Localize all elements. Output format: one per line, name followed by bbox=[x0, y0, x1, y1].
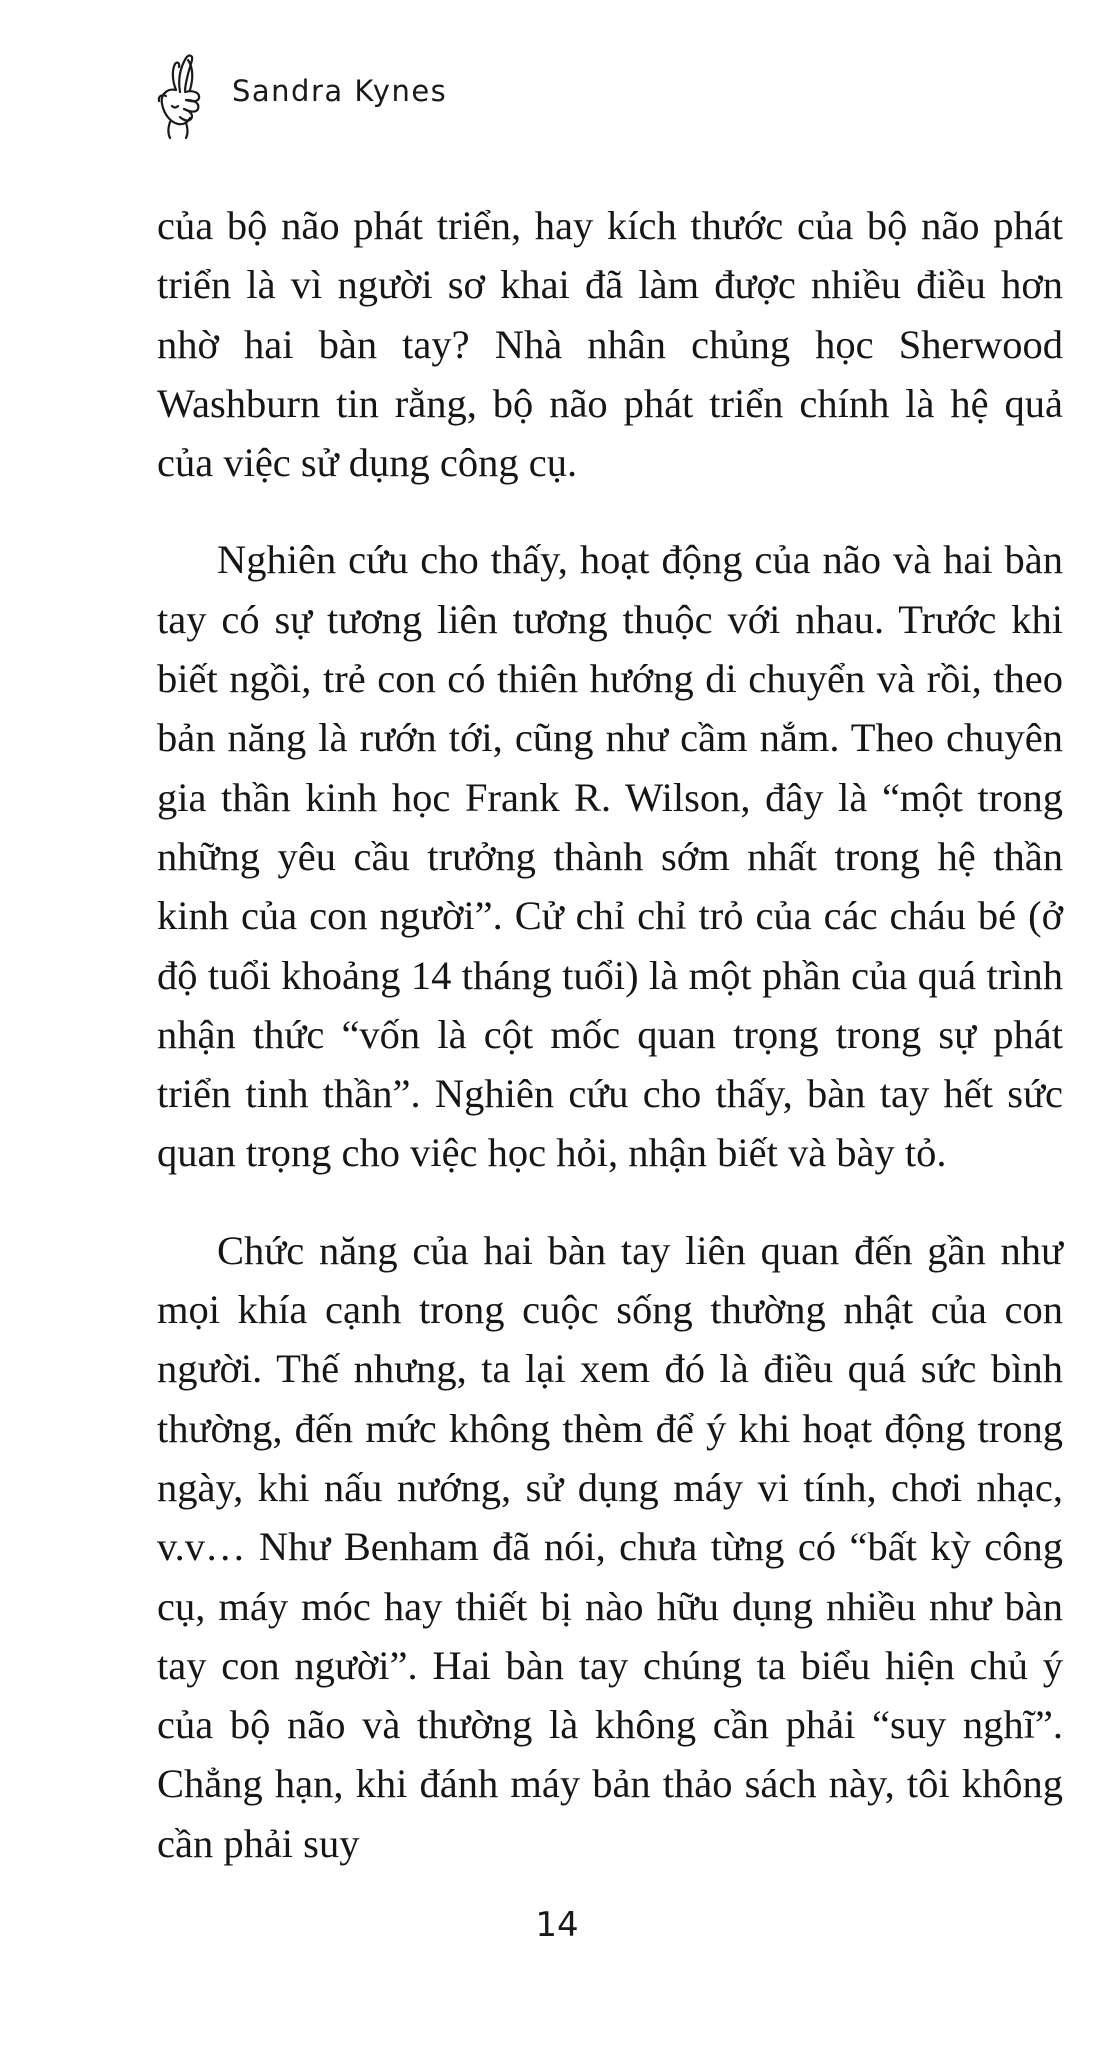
body-text bbox=[157, 196, 1063, 1873]
page-header bbox=[150, 44, 447, 144]
author-name: Sandra Kynes bbox=[232, 74, 448, 108]
paragraph: Chức năng của hai bàn tay liên quan đến gần như mọi khía cạnh trong cuộc sống thường nhật của con người. Thế nhưng, ta lại xem đó là điều quá sức bình thường, đến mức không thèm để ý khi hoạt động trong ngày, khi nấu nướng, sử dụng máy vi tính, chơi nhạc, v.v… Như Benham đã nói, chưa từng có “bất kỳ công cụ, máy móc hay thiết bị nào hữu dụng nhiều như bàn tay con người”. Hai bàn tay chúng ta biểu hiện chủ ý của bộ não và thường là không cần phải “suy nghĩ”. Chẳng hạn, khi đánh máy bản thảo sách này, tôi không cần phải suy bbox=[157, 1227, 1063, 1866]
page-number: 14 bbox=[535, 1905, 579, 1945]
paragraph: Nghiên cứu cho thấy, hoạt động của não và hai bàn tay có sự tương liên tương thuộc với nhau. Trước khi biết ngồi, trẻ con có thiên hướng di chuyển và rồi, theo bản năng là rướn tới, cũng như cầm nắm. Theo chuyên gia thần kinh học Frank R. Wilson, đây là “một trong những yêu cầu trưởng thành sớm nhất trong hệ thần kinh của con người”. Cử chỉ chỉ trỏ của các cháu bé (ở độ tuổi khoảng 14 tháng tuổi) là một phần của quá trình nhận thức “vốn là cột mốc quan trọng trong sự phát triển tinh thần”. Nghiên cứu cho thấy, bàn tay hết sức quan trọng cho việc học hỏi, nhận biết và bày tỏ. bbox=[157, 537, 1063, 1176]
crossed-fingers-hand-icon bbox=[150, 48, 212, 140]
paragraph: của bộ não phát triển, hay kích thước của bộ não phát triển là vì người sơ khai đã làm được nhiều điều hơn nhờ hai bàn tay? Nhà nhân chủng học Sherwood Washburn tin rằng, bộ não phát triển chính là hệ quả của việc sử dụng công cụ. bbox=[157, 203, 1063, 486]
